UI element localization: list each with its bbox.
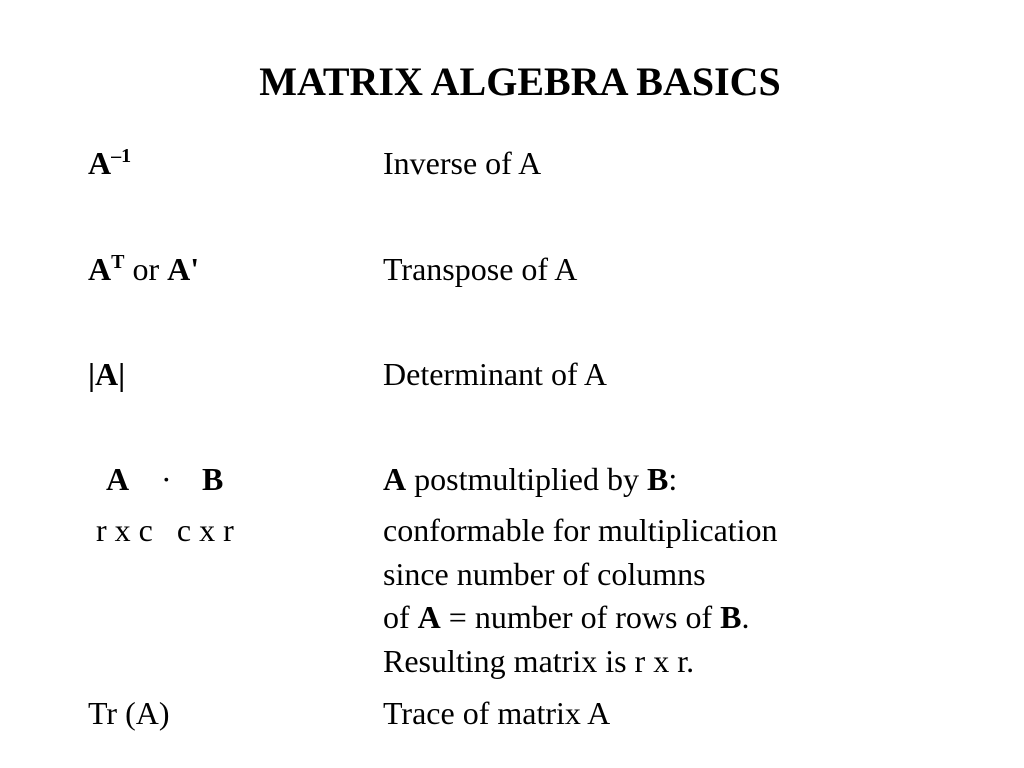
description-product-a: A: [383, 461, 407, 497]
description-product-line4: of A = number of rows of B.: [383, 599, 750, 635]
description-product: [383, 458, 677, 500]
symbol-transpose-alt: A': [167, 251, 200, 287]
symbol-product-a: A: [106, 461, 130, 497]
symbol-transpose-exponent: T: [111, 251, 125, 273]
symbol-determinant-text: |A|: [88, 356, 126, 392]
description-product-b: B: [647, 461, 669, 497]
description-trace: Trace of matrix A: [383, 695, 611, 731]
symbol-product-dimensions: r x c c x r: [96, 512, 234, 548]
description-determinant: Determinant of A: [383, 356, 607, 392]
description-inverse: Inverse of A: [383, 145, 542, 181]
symbol-inverse-base: A: [88, 145, 112, 181]
description-transpose: Transpose of A: [383, 251, 578, 287]
symbol-determinant: [88, 353, 125, 395]
description-product-line2: conformable for multiplication: [383, 512, 778, 548]
symbol-transpose-or: or: [132, 251, 160, 287]
symbol-product-b: B: [202, 461, 224, 497]
description-product-colon: :: [668, 461, 678, 497]
symbol-transpose-base: A: [88, 251, 112, 287]
symbol-inverse-exponent: –1: [111, 145, 132, 167]
symbol-inverse: [88, 142, 131, 189]
description-product-text: postmultiplied by: [406, 461, 647, 497]
symbol-trace: Tr (A): [88, 695, 170, 731]
slide-title: MATRIX ALGEBRA BASICS: [259, 59, 781, 104]
symbol-product-dot: ·: [161, 461, 172, 497]
symbol-transpose: [88, 248, 199, 295]
description-product-line3: since number of columns: [383, 556, 706, 592]
description-product-line5: Resulting matrix is r x r.: [383, 643, 695, 679]
